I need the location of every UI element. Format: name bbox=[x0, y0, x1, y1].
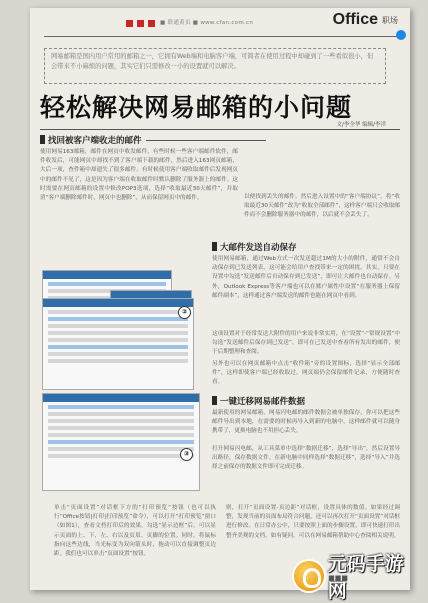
header-meta: ■ 联通黄页 ■ www.cfan.com.cn bbox=[160, 20, 254, 26]
figure-2-marker: ② bbox=[178, 306, 191, 319]
section-brand-sub: 职场 bbox=[382, 16, 398, 25]
article-title: 轻松解决网易邮箱的小问题 bbox=[40, 93, 353, 122]
heading-bar bbox=[40, 135, 45, 144]
bottom-right-text: 则，打开“页面设置-页边距”对话框，设置具体的数值。如果经过调整，发现当前的页面布局符合问题，还可以再次打开“页面设置”对话框进行修改。在日常办公中，只要按照上面的步骤设置，即可快速打印出整齐美观的文档。如有疑问，可以在网易邮箱帮助中心查阅相关说明。 bbox=[226, 505, 400, 539]
figure-2-screenshot bbox=[42, 298, 194, 390]
section-heading-1: 找回被客户端收走的邮件 bbox=[40, 134, 266, 146]
section-1-left-text: 使用网易163邮箱，邮件在网页中收发邮件，有些时候一些客户端邮件软件，邮件收发后，可能网页中却找不到了客户端下载的邮件，然后进入163网页邮箱，大后一项，查件箱中却遗失了很多邮件。有时候使用客户端收取邮件后发现网页中的邮件不见了，这是因为客户端在收取邮件时默认删除了服务器上的邮件。这时需要在网页邮箱的设置中修改POP3选项，选择“收取最近30天邮件”，并取消“客户端删除邮件时，网页中也删除”，从而保留网页中的邮件。 bbox=[40, 149, 238, 202]
section-1-right-text: 以便找到丢失的邮件。然后进入设置中的“客户端协议”，将“收取最近30天邮件”改为“收取全部邮件”，这样客户端只会收取邮件而不会删除服务器中的邮件，以后就不会丢失了。 bbox=[244, 194, 400, 219]
bottom-left-text: 单击“页面设置”对话框下方的“打印预览”按钮（也可以执行“Office按钮|打印|打印预览”命令），可以打开“打印预览”窗口（如图1），查看文档打印后的效果。勾选“显示边框”后，可以显示页面的上、下、左、右以及页眉、页脚的位置。同时，将鼠标指向这些边线，当光标变为双向箭头时，拖动可以直接调整页边距。我们也可以单击“页面设置”按钮。 bbox=[54, 505, 216, 558]
section-3-text-1: 最新使用的网易邮箱，网易闪电邮的邮件数据会被单独保存，你可以把这些邮件导出到本地，在需要的时候再导入到新的电脑中，这样邮件就可以随身携带了，更换电脑也不用担心丢失。 bbox=[212, 410, 400, 435]
page-number: ■■■ bbox=[328, 574, 348, 582]
heading-bar bbox=[212, 242, 217, 251]
section-2-text-1: 使用网易邮箱，通过Web方式一次发送超过1M的大小的附件，通常不会自动保存到已发送列表，这可能会给用户查找带来一定的困扰。其实，只要在设置中勾选“发送邮件后自动保存到已发送”，即可让大邮件也自动保存。另外，Outlook Express等客户端也可以在账户属性中设置“在服务器上保留邮件副本”，这样通过客户端发送的邮件也能在网页中看到。 bbox=[212, 256, 400, 299]
figure-3-marker: ③ bbox=[180, 448, 193, 461]
figure-3-screenshot bbox=[42, 393, 200, 491]
section-3-text-2: 打开网易闪电邮，从工具菜单中选择“数据迁移”，选择“导出”，然后设置导出路径，保存数据文件。在新电脑中同样选择“数据迁移”，选择“导入”并选择之前保存的数据文件即可完成迁移。 bbox=[212, 446, 400, 471]
site-watermark bbox=[294, 553, 422, 602]
watermark-logo-icon bbox=[294, 561, 324, 591]
article-author: 文/李全华 编辑/李洋 bbox=[336, 122, 386, 128]
watermark-text: 元码手游网 bbox=[327, 553, 404, 602]
section-heading-3: 一键迁移网易邮件数据 bbox=[212, 395, 305, 407]
section-2-text-2: 这项设置对于经常发送大附件的用户来说非常实用，在“设置”-“常规设置”中勾选“发送邮件后保存到已发送”，即可在已发送中查看所有发出的邮件，便于后期整理和查阅。 bbox=[212, 331, 400, 356]
section-brand: Office bbox=[332, 11, 378, 28]
section-heading-2: 大邮件发送自动保存 bbox=[212, 241, 297, 253]
page-header bbox=[30, 8, 410, 42]
header-rule bbox=[44, 36, 400, 37]
title-rule bbox=[40, 129, 400, 130]
header-icons bbox=[126, 20, 155, 27]
magazine-page bbox=[30, 8, 410, 590]
header-badge bbox=[396, 30, 406, 40]
heading-bar bbox=[212, 396, 217, 405]
intro-box: 网易邮箱是国内用户常用的邮箱之一，它拥有Web端和电脑客户端，可简者在使用过程中却碰到了一些看似很小，但会带来不小麻烦的问题，其实它们只需修改一小的设置就可以解决。 bbox=[44, 48, 386, 84]
section-2-text-3: 另外也可以在网页邮箱中点击“收件箱”旁的设置图标，选择“显示全部邮件”，这样即使客户端已经收取过，网页端仍会保留邮件记录，方便随时查看。 bbox=[212, 361, 400, 386]
